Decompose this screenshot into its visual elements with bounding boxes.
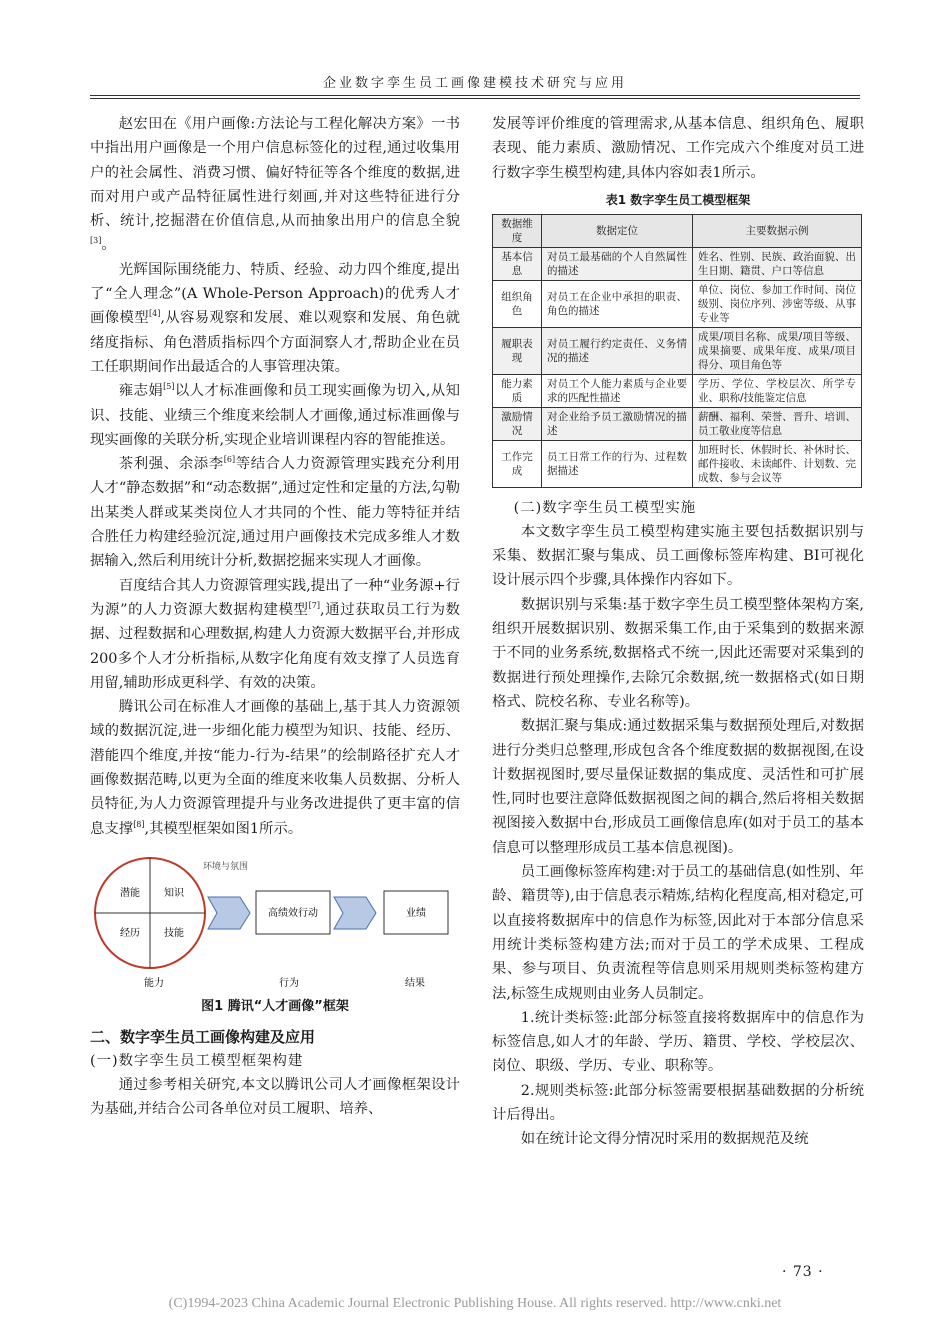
cell-definition: 员工日常工作的行为、过程数据描述	[542, 440, 693, 487]
table-row	[493, 440, 862, 487]
table-row	[493, 247, 862, 280]
paragraph-yong: 雍志娟[5]以人才标准画像和员工现实画像为切入,从知识、技能、业绩三个维度来绘制人才画像,通过标准画像与现实画像的关联分析,实现企业培训课程内容的智能推送。	[90, 382, 460, 448]
cell-definition: 对员工履行约定责任、义务情况的描述	[542, 327, 693, 374]
quadrant-skill: 技能	[164, 927, 184, 939]
cell-examples: 成果/项目名称、成果/项目等级、成果摘要、成果年度、成果/项目得分、项目角色等	[693, 327, 862, 374]
quadrant-potential: 潜能	[120, 887, 140, 899]
section-2-heading: 二、数字孪生员工画像构建及应用	[90, 1027, 316, 1046]
paragraph-cha: 茶利强、余添李[6]等结合人力资源管理实践充分利用人才“静态数据”和“动态数据”,通过定性和定量的方法,勾勒出某类人群或某类岗位人才共同的个性、能力等特征并结合胜任力构建经验沉淀,通过用户画像技术完成多维人才数据输入,然后利用统计分析,数据挖掘来实现人才画像。	[90, 455, 460, 570]
paragraph-korn-ferry: 光辉国际围绕能力、特质、经验、动力四个维度,提出了“全人理念”(A Whole-Person Approach)的优秀人才画像模型[4],从容易观察和发展、难以观察和发展、角色就绪度指标、角色潜质指标四个方面洞察人才,帮助企业在员工任职期间作出最适合的人事管理决策。	[90, 261, 460, 375]
table-row	[493, 327, 862, 374]
paragraph-tag-library: 员工画像标签库构建:对于员工的基础信息(如性别、年龄、籍贯等),由于信息表示精炼,结构化程度高,相对稳定,可以直接将数据库中的信息作为标签,因此对于本部分信息采用统计类标签构建方法;而对于员工的学术成果、工程成果、参与项目、负责流程等信息则采用规则类标签构建方法,标签生成规则由业务人员制定。	[492, 864, 864, 1002]
cell-examples: 单位、岗位、参加工作时间、岗位级别、岗位序列、涉密等级、从事专业等	[693, 280, 862, 327]
left-column	[90, 112, 460, 1122]
cell-examples: 学历、学位、学校层次、所学专业、职称/技能鉴定信息	[693, 374, 862, 407]
header-dimension: 数据维度	[493, 214, 542, 247]
cell-examples: 姓名、性别、民族、政治面貌、出生日期、籍贯、户口等信息	[693, 247, 862, 280]
paragraph-rule-tags: 2.规则类标签:此部分标签需要根据基础数据的分析统计后得出。	[492, 1082, 864, 1124]
subsection-2-heading: (二)数字孪生员工模型实施	[513, 499, 697, 516]
cell-definition: 对企业给予员工激励情况的描述	[542, 407, 693, 440]
quadrant-experience: 经历	[120, 927, 140, 939]
table-1-caption: 表1 数字孪生员工模型框架	[605, 192, 751, 207]
header-rule-thick	[90, 95, 860, 96]
arrow-chevron-2	[334, 897, 376, 929]
cell-dimension: 工作完成	[493, 440, 542, 487]
right-column	[492, 112, 864, 1152]
cell-dimension: 基本信息	[493, 247, 542, 280]
bottom-label-ability: 能力	[144, 977, 164, 989]
bottom-label-result: 结果	[405, 977, 425, 989]
paragraph-impl-intro: 本文数字孪生员工模型构建实施主要包括数据识别与采集、数据汇聚与集成、员工画像标签库构建、BI可视化设计展示四个步骤,具体操作内容如下。	[492, 523, 864, 589]
figure-1-caption: 图1 腾讯“人才画像”框架	[201, 998, 349, 1014]
cell-dimension: 组织角色	[493, 280, 542, 327]
result-box-label: 业绩	[406, 907, 426, 919]
table-header-row	[493, 214, 862, 247]
table-row	[493, 280, 862, 327]
paragraph-tencent: 腾讯公司在标准人才画像的基础上,基于其人力资源领域的数据沉淀,进一步细化能力模型为知识、技能、经历、潜能四个维度,并按“能力-行为-结果”的绘制路径扩充人才画像数据范畴,以更为全面的维度来收集人员数据、分析人员特征,为人力资源管理提升与业务改进提供了更丰富的信息支撑[8],其模型框架如图1所示。	[90, 699, 460, 837]
cell-examples: 薪酬、福利、荣誉、晋升、培训、员工敬业度等信息	[693, 407, 862, 440]
quadrant-knowledge: 知识	[164, 887, 184, 899]
bottom-label-behavior: 行为	[279, 977, 299, 989]
behavior-box-label: 高绩效行动	[268, 907, 318, 919]
cell-definition: 对员工在企业中承担的职责、角色的描述	[542, 280, 693, 327]
cell-dimension: 履职表现	[493, 327, 542, 374]
cnki-footer: (C)1994-2023 China Academic Journal Electronic Publishing House. All rights reserved. http://www.cnki.net	[168, 1296, 782, 1311]
paragraph-zhao: 赵宏田在《用户画像:方法论与工程化解决方案》一书中指出用户画像是一个用户信息标签化的过程,通过收集用户的社会属性、消费习惯、偏好特征等各个维度的数据,进而对用户或产品特征属性进行刻画,并对这些特征进行分析、统计,挖掘潜在价值信息,从而抽象出用户的信息全貌[3]。	[90, 116, 460, 254]
cell-definition: 对员工最基础的个人自然属性的描述	[542, 247, 693, 280]
page-number: · 73 ·	[782, 1264, 824, 1280]
paragraph-data-integration: 数据汇聚与集成:通过数据采集与数据预处理后,对数据进行分类归总整理,形成包含各个维度数据的数据视图,在设计数据视图时,要尽量保证数据的集成度、灵活性和可扩展性,同时也要注意降低数据视图之间的耦合,然后将相关数据视图接入数据中台,形成员工画像信息库(如对于员工的基本信息可以整理形成员工基本信息视图)。	[492, 718, 864, 856]
cell-dimension: 能力素质	[493, 374, 542, 407]
paragraph-statistical-tags: 1.统计类标签:此部分标签直接将数据库中的信息作为标签信息,如人才的年龄、学历、籍贯、学校、学校层次、岗位、职级、学历、专业、职称等。	[492, 1009, 864, 1075]
cell-definition: 对员工个人能力素质与企业要求的匹配性描述	[542, 374, 693, 407]
subsection-1-heading: (一)数字孪生员工模型框架构建	[90, 1052, 304, 1069]
figure-1	[90, 845, 460, 995]
paragraph-bridge-right: 发展等评价维度的管理需求,从基本信息、组织角色、履职表现、能力素质、激励情况、工作完成六个维度对员工进行数字孪生模型构建,具体内容如表1所示。	[492, 116, 864, 181]
cell-examples: 加班时长、休假时长、补休时长、邮件接收、未读邮件、计划数、完成数、参与会议等	[693, 440, 862, 487]
table-row	[493, 407, 862, 440]
header-definition: 数据定位	[542, 214, 693, 247]
arrow-chevron-1	[208, 897, 250, 929]
running-header: 企业数字孪生员工画像建模技术研究与应用	[322, 76, 627, 91]
paragraph-bridge-left: 通过参考相关研究,本文以腾讯公司人才画像框架设计为基础,并结合公司各单位对员工履职、培养、	[90, 1076, 460, 1118]
table-row	[493, 374, 862, 407]
paragraph-data-collection: 数据识别与采集:基于数字孪生员工模型整体架构方案,组织开展数据识别、数据采集工作,由于采集到的数据来源于不同的业务系统,数据格式不统一,因此还需要对采集到的数据进行预处理操作,去除冗余数据,统一数据格式(如日期格式、院校名称、专业名称等)。	[492, 596, 864, 710]
paragraph-paper-score: 如在统计论文得分情况时采用的数据规范及统	[520, 1131, 809, 1148]
env-label: 环境与氛围	[203, 861, 249, 872]
header-examples: 主要数据示例	[693, 214, 862, 247]
header-rule-thin	[90, 98, 860, 99]
paragraph-baidu: 百度结合其人力资源管理实践,提出了一种“业务源+行为源”的人力资源大数据构建模型[7],通过获取员工行为数据、过程数据和心理数据,构建人力资源大数据平台,并形成200多个人才分析指标,从数字化角度有效支撑了人员选育用留,辅助形成更科学、有效的决策。	[90, 577, 461, 691]
cell-dimension: 激励情况	[493, 407, 542, 440]
table-1	[492, 214, 862, 488]
